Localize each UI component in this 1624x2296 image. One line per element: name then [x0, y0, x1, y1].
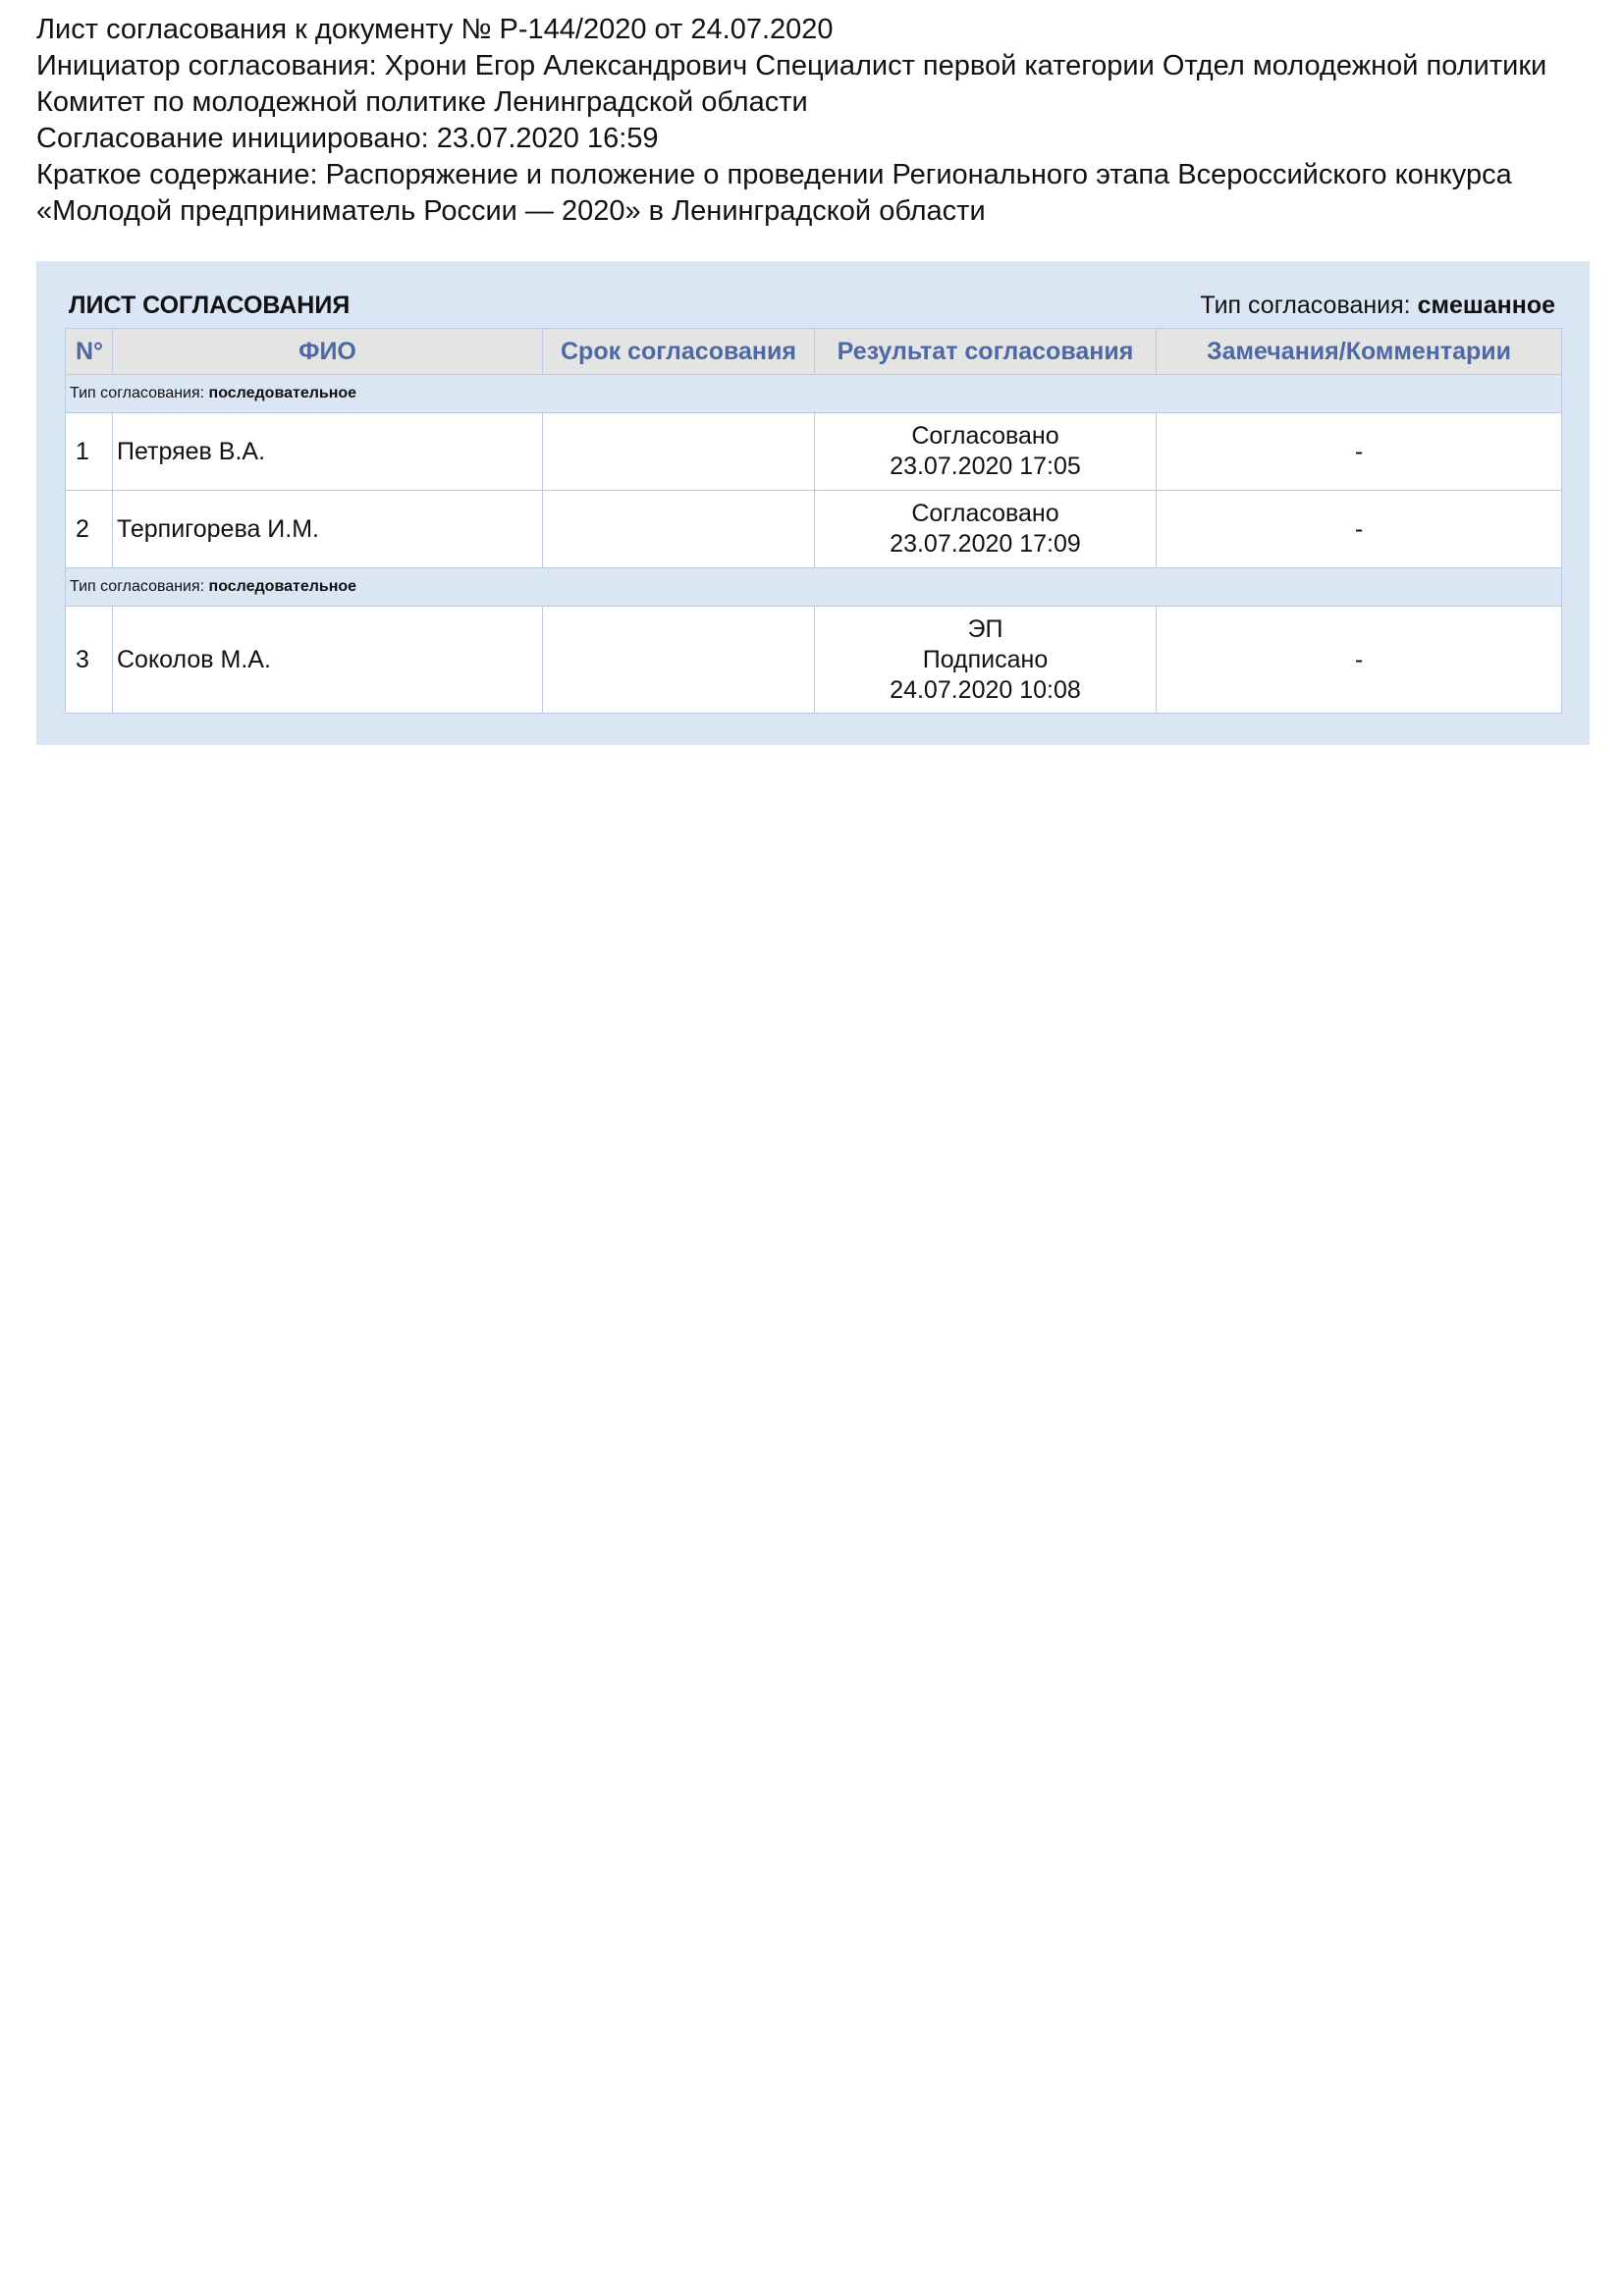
row-number: 3	[66, 607, 113, 714]
table-header-row	[66, 329, 1562, 375]
group-row	[66, 375, 1562, 413]
group-type-value: последовательное	[208, 578, 357, 595]
group-label-cell	[66, 375, 1562, 413]
group-type-value: последовательное	[208, 385, 357, 401]
initiator-line: Инициатор согласования: Хрони Егор Александрович Специалист первой категории Отдел молодежной политики Комитет по молодежной политике Ленинградской области	[36, 50, 1547, 118]
approval-sheet-panel	[36, 261, 1590, 745]
result-datetime: 23.07.2020 17:05	[890, 453, 1081, 480]
group-label-cell	[66, 568, 1562, 607]
row-fio: Терпигорева И.М.	[113, 491, 543, 568]
row-number: 2	[66, 491, 113, 568]
row-comment: -	[1157, 413, 1562, 491]
row-result	[815, 491, 1157, 568]
group-row	[66, 568, 1562, 607]
row-result	[815, 607, 1157, 714]
column-header-comments: Замечания/Комментарии	[1157, 329, 1562, 375]
summary-line: Краткое содержание: Распоряжение и положение о проведении Регионального этапа Всероссийского конкурса «Молодой предприниматель России — 2020» в Ленинградской области	[36, 159, 1512, 227]
table-row	[66, 413, 1562, 491]
approval-type-value: смешанное	[1417, 292, 1555, 319]
result-status: Согласовано	[911, 422, 1059, 450]
row-deadline	[543, 413, 815, 491]
initiated-date-line: Согласование инициировано: 23.07.2020 16:59	[36, 123, 659, 154]
row-deadline	[543, 491, 815, 568]
table-row	[66, 607, 1562, 714]
row-result	[815, 413, 1157, 491]
result-datetime: 24.07.2020 10:08	[890, 675, 1081, 704]
row-fio: Петряев В.А.	[113, 413, 543, 491]
group-type-label: Тип согласования:	[70, 385, 205, 401]
approval-sheet-title: ЛИСТ СОГЛАСОВАНИЯ	[69, 292, 351, 319]
approval-type	[1200, 291, 1555, 320]
result-status: Подписано	[922, 645, 1049, 673]
document-header	[36, 12, 1588, 230]
table-row	[66, 491, 1562, 568]
result-datetime: 23.07.2020 17:09	[890, 530, 1081, 558]
column-header-number: N°	[66, 329, 113, 375]
document-title-line: Лист согласования к документу № Р-144/2020 от 24.07.2020	[36, 14, 834, 45]
row-fio: Соколов М.А.	[113, 607, 543, 714]
group-type-label: Тип согласования:	[70, 578, 205, 595]
row-deadline	[543, 607, 815, 714]
result-signature-type: ЭП	[967, 614, 1003, 643]
row-comment: -	[1157, 607, 1562, 714]
approval-table	[65, 328, 1562, 714]
row-comment: -	[1157, 491, 1562, 568]
column-header-result: Результат согласования	[815, 329, 1157, 375]
column-header-fio: ФИО	[113, 329, 543, 375]
row-number: 1	[66, 413, 113, 491]
result-status: Согласовано	[911, 500, 1059, 527]
approval-type-label: Тип согласования:	[1200, 292, 1411, 319]
column-header-deadline: Срок согласования	[543, 329, 815, 375]
